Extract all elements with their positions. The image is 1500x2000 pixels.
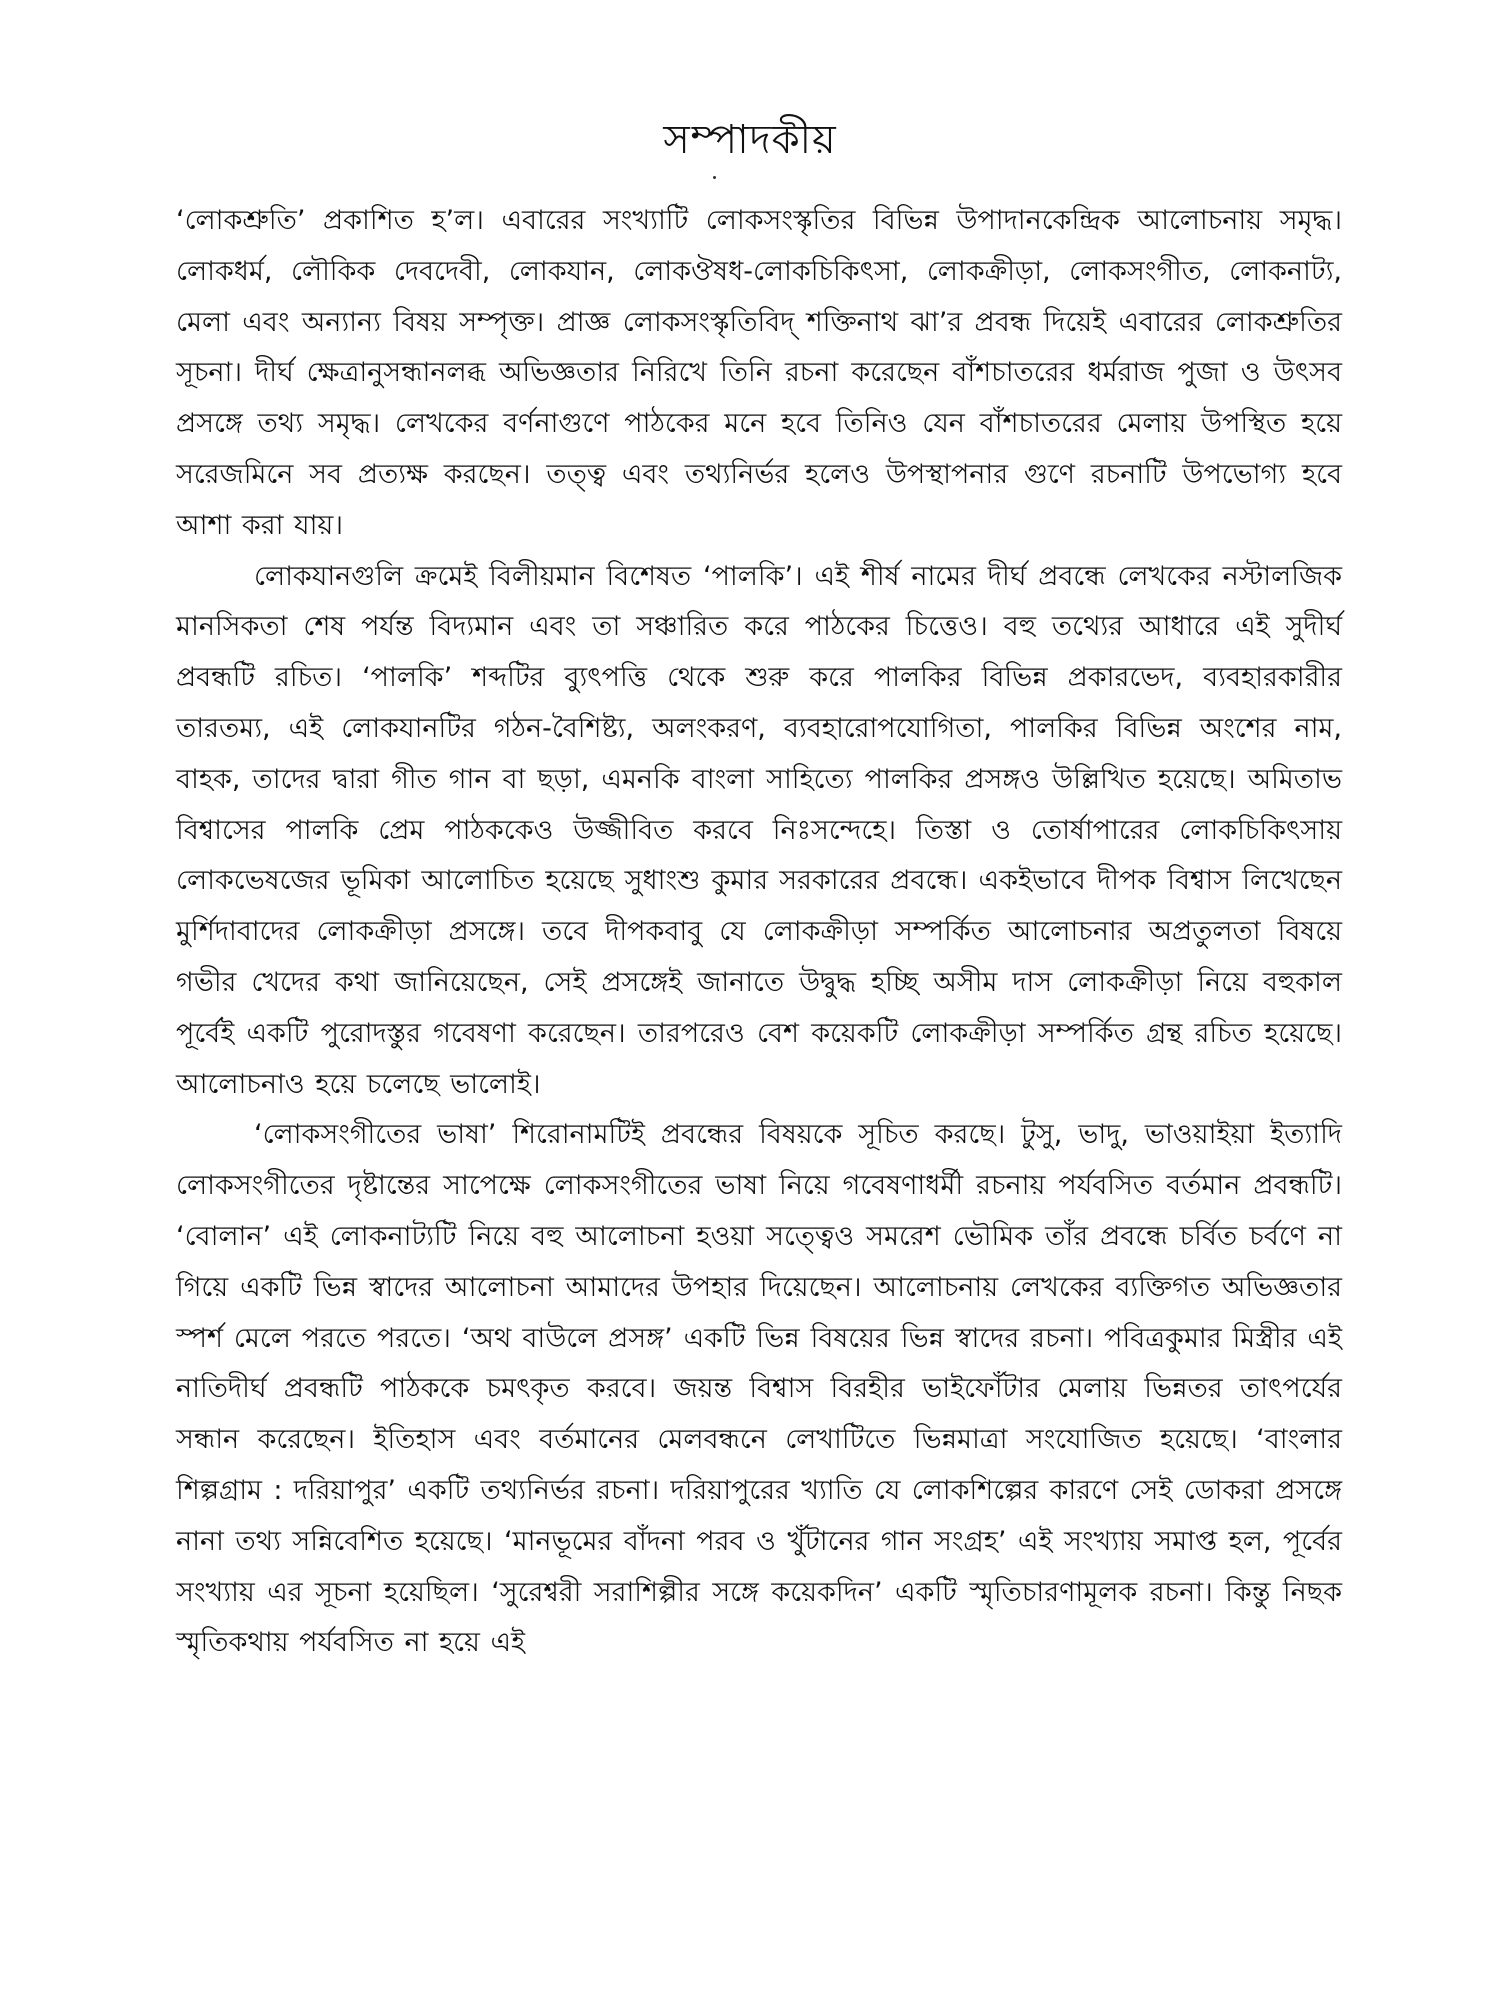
page-title: সম্পাদকীয় (663, 117, 837, 163)
paragraph-3: ‘লোকসংগীতের ভাষা’ শিরোনামটিই প্রবন্ধের বিষয়কে সূচিত করছে। টুসু, ভাদু, ভাওয়াইয়া ইত্যাদি লোকসংগীতের দৃষ্টান্তের সাপেক্ষে লোকসংগীতের ভাষা নিয়ে গবেষণাধর্মী রচনায় পর্যবসিত বর্তমান প্রবন্ধটি। ‘বোলান’ এই লোকনাট্যটি নিয়ে বহু আলোচনা হওয়া সত্ত্বেও সমরেশ ভৌমিক তাঁর প্রবন্ধে চর্বিত চর্বণে না গিয়ে একটি ভিন্ন স্বাদের আলোচনা আমাদের উপহার দিয়েছেন। আলোচনায় লেখকের ব্যক্তিগত অভিজ্ঞতার স্পর্শ মেলে পরতে পরতে। ‘অথ বাউলে প্রসঙ্গ’ একটি ভিন্ন বিষয়ের ভিন্ন স্বাদের রচনা। পবিত্রকুমার মিস্ত্রীর এই নাতিদীর্ঘ প্রবন্ধটি পাঠককে চমৎকৃত করবে। জয়ন্ত বিশ্বাস বিরহীর ভাইফোঁটার মেলায় ভিন্নতর তাৎপর্যের সন্ধান করেছেন। ইতিহাস এবং বর্তমানের মেলবন্ধনে লেখাটিতে ভিন্নমাত্রা সংযোজিত হয়েছে। ‘বাংলার শিল্পগ্রাম : দরিয়াপুর’ একটি তথ্যনির্ভর রচনা। দরিয়াপুরের খ্যাতি যে লোকশিল্পের কারণে সেই ডোকরা প্রসঙ্গে নানা তথ্য সন্নিবেশিত হয়েছে। ‘মানভূমের বাঁদনা পরব ও খুঁটানের গান সংগ্রহ’ এই সংখ্যায় সমাপ্ত হল, পূর্বের সংখ্যায় এর সূচনা হয়েছিল। ‘সুরেশ্বরী সরাশিল্পীর সঙ্গে কয়েকদিন’ একটি স্মৃতিচারণামূলক রচনা। কিন্তু নিছক স্মৃতিকথায় পর্যবসিত না হয়ে এই (176, 1119, 1342, 1659)
paragraph-2: লোকযানগুলি ক্রমেই বিলীয়মান বিশেষত ‘পালকি’। এই শীর্ষ নামের দীর্ঘ প্রবন্ধে লেখকের নস্টালজিক মানসিকতা শেষ পর্যন্ত বিদ্যমান এবং তা সঞ্চারিত করে পাঠকের চিত্তেও। বহু তথ্যের আধারে এই সুদীর্ঘ প্রবন্ধটি রচিত। ‘পালকি’ শব্দটির ব্যুৎপত্তি থেকে শুরু করে পালকির বিভিন্ন প্রকারভেদ, ব্যবহারকারীর তারতম্য, এই লোকযানটির গঠন-বৈশিষ্ট্য, অলংকরণ, ব্যবহারোপযোগিতা, পালকির বিভিন্ন অংশের নাম, বাহক, তাদের দ্বারা গীত গান বা ছড়া, এমনকি বাংলা সাহিত্যে পালকির প্রসঙ্গও উল্লিখিত হয়েছে। অমিতাভ বিশ্বাসের পালকি প্রেম পাঠককেও উজ্জীবিত করবে নিঃসন্দেহে। তিস্তা ও তোর্ষাপারের লোকচিকিৎসায় লোকভেষজের ভূমিকা আলোচিত হয়েছে সুধাংশু কুমার সরকারের প্রবন্ধে। একইভাবে দীপক বিশ্বাস লিখেছেন মুর্শিদাবাদের লোকক্রীড়া প্রসঙ্গে। তবে দীপকবাবু যে লোকক্রীড়া সম্পর্কিত আলোচনার অপ্রতুলতা বিষয়ে গভীর খেদের কথা জানিয়েছেন, সেই প্রসঙ্গেই জানাতে উদ্বুদ্ধ হচ্ছি অসীম দাস লোকক্রীড়া নিয়ে বহুকাল পূর্বেই একটি পুরোদস্তুর গবেষণা করেছেন। তারপরেও বেশ কয়েকটি লোকক্রীড়া সম্পর্কিত গ্রন্থ রচিত হয়েছে। আলোচনাও হয়ে চলেছে ভালোই। (176, 560, 1342, 1100)
editorial-body (176, 196, 1342, 1669)
title-underline-dot (713, 176, 716, 179)
paragraph-1: ‘লোকশ্রুতি’ প্রকাশিত হ’ল। এবারের সংখ্যাটি লোকসংস্কৃতির বিভিন্ন উপাদানকেন্দ্রিক আলোচনায় সমৃদ্ধ। লোকধর্ম, লৌকিক দেবদেবী, লোকযান, লোকঔষধ-লোকচিকিৎসা, লোকক্রীড়া, লোকসংগীত, লোকনাট্য, মেলা এবং অন্যান্য বিষয় সম্পৃক্ত। প্রাজ্ঞ লোকসংস্কৃতিবিদ্ শক্তিনাথ ঝা’র প্রবন্ধ দিয়েই এবারের লোকশ্রুতির সূচনা। দীর্ঘ ক্ষেত্রানুসন্ধানলব্ধ অভিজ্ঞতার নিরিখে তিনি রচনা করেছেন বাঁশচাতরের ধর্মরাজ পুজা ও উৎসব প্রসঙ্গে তথ্য সমৃদ্ধ। লেখকের বর্ণনাগুণে পাঠকের মনে হবে তিনিও যেন বাঁশচাতরের মেলায় উপস্থিত হয়ে সরেজমিনে সব প্রত্যক্ষ করছেন। তত্ত্ব এবং তথ্যনির্ভর হলেও উপস্থাপনার গুণে রচনাটি উপভোগ্য হবে আশা করা যায়। (176, 205, 1342, 541)
